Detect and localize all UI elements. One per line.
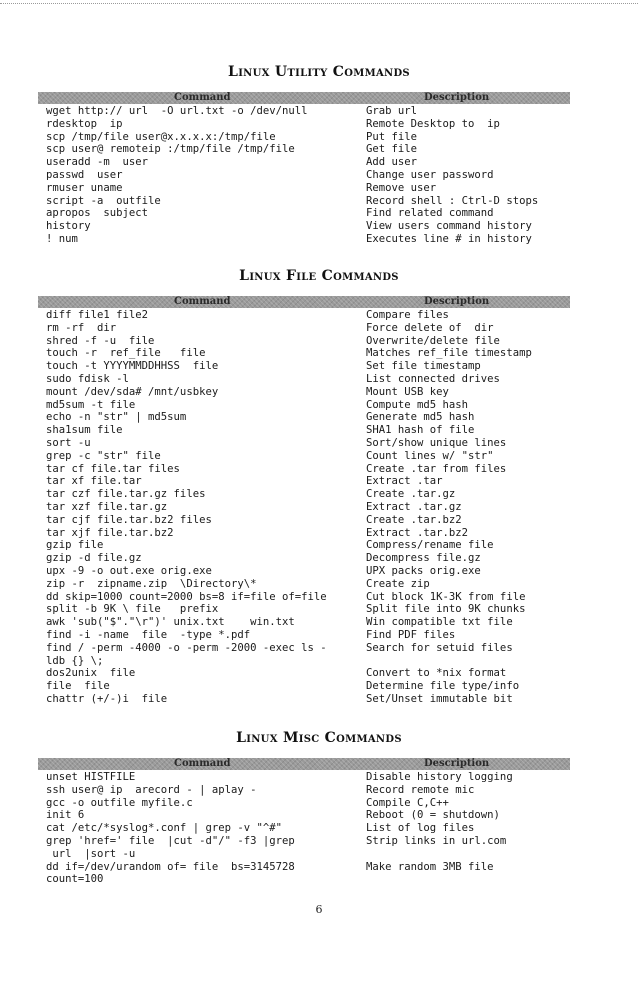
command-text: dd if=/dev/urandom of= file bs=3145728 <box>46 860 295 873</box>
table-misc <box>46 771 566 886</box>
table-row <box>46 450 566 463</box>
table-row <box>46 182 566 195</box>
command-text: tar xzf file.tar.gz <box>46 500 168 513</box>
description-text: Set file timestamp <box>366 360 481 373</box>
table-row <box>46 411 566 424</box>
table-row <box>46 207 566 220</box>
table-row <box>46 399 566 412</box>
command-text: cat /etc/*syslog*.conf | grep -v "^#" <box>46 822 282 835</box>
description-text: Search for setuid files <box>366 641 513 654</box>
table-row <box>46 552 566 565</box>
command-text: url |sort -u <box>46 847 136 860</box>
command-text: file file <box>46 680 110 693</box>
description-text: Reboot (0 = shutdown) <box>366 809 500 822</box>
command-text: unset HISTFILE <box>46 771 136 783</box>
command-text: rm -rf dir <box>46 321 117 334</box>
table-row <box>46 501 566 514</box>
table-row <box>46 309 566 322</box>
table-row <box>46 373 566 386</box>
table-row <box>46 616 566 629</box>
command-text: touch -t YYYYMMDDHHSS file <box>46 360 219 373</box>
description-text: Put file <box>366 130 418 143</box>
description-text: Extract .tar.bz2 <box>366 526 469 539</box>
table-row <box>46 565 566 578</box>
description-text: Set/Unset immutable bit <box>366 692 513 705</box>
command-text: sudo fdisk -l <box>46 372 129 385</box>
description-text: Extract .tar.gz <box>366 500 462 513</box>
command-text: upx -9 -o out.exe orig.exe <box>46 564 212 577</box>
description-text: Compare files <box>366 309 449 321</box>
command-text: rdesktop ip <box>46 117 123 130</box>
description-text: Add user <box>366 156 418 169</box>
table-row <box>46 475 566 488</box>
description-text: Sort/show unique lines <box>366 436 507 449</box>
table-row <box>46 195 566 208</box>
description-text: Change user password <box>366 168 494 181</box>
description-text: List of log files <box>366 822 475 835</box>
command-text: md5sum -t file <box>46 398 136 411</box>
command-text: grep 'href=' file |cut -d"/" -f3 |grep <box>46 834 295 847</box>
command-text: gzip file <box>46 539 104 552</box>
description-text: Disable history logging <box>366 771 513 783</box>
page-number: 6 <box>315 903 323 916</box>
table-row <box>46 105 566 118</box>
table-utility <box>46 105 566 246</box>
description-text: Mount USB key <box>366 385 449 398</box>
command-text: apropos subject <box>46 207 149 220</box>
description-text: Decompress file.gz <box>366 552 481 565</box>
description-text: SHA1 hash of file <box>366 424 475 437</box>
description-text: Find related command <box>366 207 494 220</box>
table-row <box>46 527 566 540</box>
command-text: split -b 9K \ file prefix <box>46 603 219 616</box>
command-text: find -i -name file -type *.pdf <box>46 628 251 641</box>
table-header-utility <box>38 92 570 104</box>
table-row <box>46 591 566 604</box>
table-row <box>46 771 566 784</box>
command-text: shred -f -u file <box>46 334 155 347</box>
header-command: Command <box>174 92 231 103</box>
header-description: Description <box>424 758 490 769</box>
description-text: List connected drives <box>366 372 500 385</box>
table-row <box>46 424 566 437</box>
table-row <box>46 386 566 399</box>
description-text: Compress/rename file <box>366 539 494 552</box>
command-text: sort -u <box>46 436 91 449</box>
table-row <box>46 437 566 450</box>
table-row <box>46 797 566 810</box>
table-row <box>46 693 566 706</box>
table-row <box>46 539 566 552</box>
table-row <box>46 642 566 655</box>
table-row <box>46 463 566 476</box>
table-row <box>46 822 566 835</box>
command-text: grep -c "str" file <box>46 449 161 462</box>
header-command: Command <box>174 758 231 769</box>
description-text: UPX packs orig.exe <box>366 564 481 577</box>
command-text: init 6 <box>46 809 85 822</box>
command-text: ! num <box>46 232 78 245</box>
command-text: echo -n "str" | md5sum <box>46 411 187 424</box>
command-text: gzip -d file.gz <box>46 552 142 565</box>
command-text: wget http:// url -O url.txt -o /dev/null <box>46 105 308 117</box>
command-text: count=100 <box>46 873 104 886</box>
table-row <box>46 118 566 131</box>
command-text: diff file1 file2 <box>46 309 149 321</box>
command-text: chattr (+/-)i file <box>46 692 168 705</box>
description-text: Split file into 9K chunks <box>366 603 526 616</box>
table-row <box>46 680 566 693</box>
table-file <box>46 309 566 706</box>
table-row <box>46 861 566 874</box>
description-text: Record remote mic <box>366 783 475 796</box>
command-text: ssh user@ ip arecord - | aplay - <box>46 783 257 796</box>
table-row <box>46 514 566 527</box>
description-text: Remote Desktop to ip <box>366 117 500 130</box>
description-text: Cut block 1K-3K from file <box>366 590 526 603</box>
description-text: Overwrite/delete file <box>366 334 500 347</box>
description-text: Force delete of dir <box>366 321 494 334</box>
header-description: Description <box>424 296 490 307</box>
table-row <box>46 784 566 797</box>
description-text: Generate md5 hash <box>366 411 475 424</box>
table-row <box>46 848 566 861</box>
description-text: Create .tar from files <box>366 462 507 475</box>
description-text: Create zip <box>366 577 430 590</box>
description-text: Win compatible txt file <box>366 616 513 629</box>
description-text: Create .tar.gz <box>366 488 456 501</box>
description-text: Get file <box>366 143 418 156</box>
table-row <box>46 233 566 246</box>
table-header-file <box>38 296 570 308</box>
description-text: Count lines w/ "str" <box>366 449 494 462</box>
description-text: Determine file type/info <box>366 680 520 693</box>
table-row <box>46 169 566 182</box>
section-title-utility: Linux Utility Commands <box>228 64 410 80</box>
description-text: Strip links in url.com <box>366 834 507 847</box>
command-text: passwd user <box>46 168 123 181</box>
table-row <box>46 360 566 373</box>
command-text: touch -r ref_file file <box>46 347 206 360</box>
description-text: Compute md5 hash <box>366 398 469 411</box>
description-text: Make random 3MB file <box>366 860 494 873</box>
table-row <box>46 835 566 848</box>
description-text: Extract .tar <box>366 475 443 488</box>
description-text: Matches ref_file timestamp <box>366 347 532 360</box>
table-header-misc <box>38 758 570 770</box>
command-text: tar xf file.tar <box>46 475 142 488</box>
table-row <box>46 488 566 501</box>
section-title-file: Linux File Commands <box>239 268 399 284</box>
command-text: find / -perm -4000 -o -perm -2000 -exec ls - <box>46 641 327 654</box>
command-text: mount /dev/sda# /mnt/usbkey <box>46 385 219 398</box>
table-row <box>46 131 566 144</box>
command-text: tar czf file.tar.gz files <box>46 488 206 501</box>
table-row <box>46 809 566 822</box>
command-text: tar xjf file.tar.bz2 <box>46 526 174 539</box>
command-text: script -a outfile <box>46 194 161 207</box>
section-title-misc: Linux Misc Commands <box>236 730 402 746</box>
command-text: gcc -o outfile myfile.c <box>46 796 193 809</box>
description-text: Find PDF files <box>366 628 456 641</box>
header-command: Command <box>174 296 231 307</box>
description-text: View users command history <box>366 220 532 233</box>
description-text: Convert to *nix format <box>366 667 507 680</box>
description-text: Grab url <box>366 105 418 117</box>
table-row <box>46 220 566 233</box>
table-row <box>46 629 566 642</box>
table-row <box>46 667 566 680</box>
command-text: rmuser uname <box>46 181 123 194</box>
table-row <box>46 603 566 616</box>
table-row <box>46 335 566 348</box>
command-text: sha1sum file <box>46 424 123 437</box>
command-text: dd skip=1000 count=2000 bs=8 if=file of=file <box>46 590 327 603</box>
table-row <box>46 156 566 169</box>
command-text: useradd -m user <box>46 156 149 169</box>
command-text: history <box>46 220 91 233</box>
command-text: dos2unix file <box>46 667 136 680</box>
description-text: Compile C,C++ <box>366 796 449 809</box>
command-text: tar cf file.tar files <box>46 462 180 475</box>
top-dotted-rule <box>0 3 638 4</box>
description-text: Create .tar.bz2 <box>366 513 462 526</box>
command-text: zip -r zipname.zip \Directory\* <box>46 577 257 590</box>
description-text: Executes line # in history <box>366 232 532 245</box>
table-row <box>46 347 566 360</box>
table-row <box>46 655 566 668</box>
table-row <box>46 143 566 156</box>
header-description: Description <box>424 92 490 103</box>
description-text: Remove user <box>366 181 437 194</box>
description-text: Record shell : Ctrl-D stops <box>366 194 539 207</box>
command-text: scp /tmp/file user@x.x.x.x:/tmp/file <box>46 130 276 143</box>
table-row <box>46 873 566 886</box>
table-row <box>46 322 566 335</box>
command-text: scp user@ remoteip :/tmp/file /tmp/file <box>46 143 295 156</box>
table-row <box>46 578 566 591</box>
command-text: awk 'sub("$"."\r")' unix.txt win.txt <box>46 616 295 629</box>
command-text: tar cjf file.tar.bz2 files <box>46 513 212 526</box>
command-text: ldb {} \; <box>46 654 104 667</box>
